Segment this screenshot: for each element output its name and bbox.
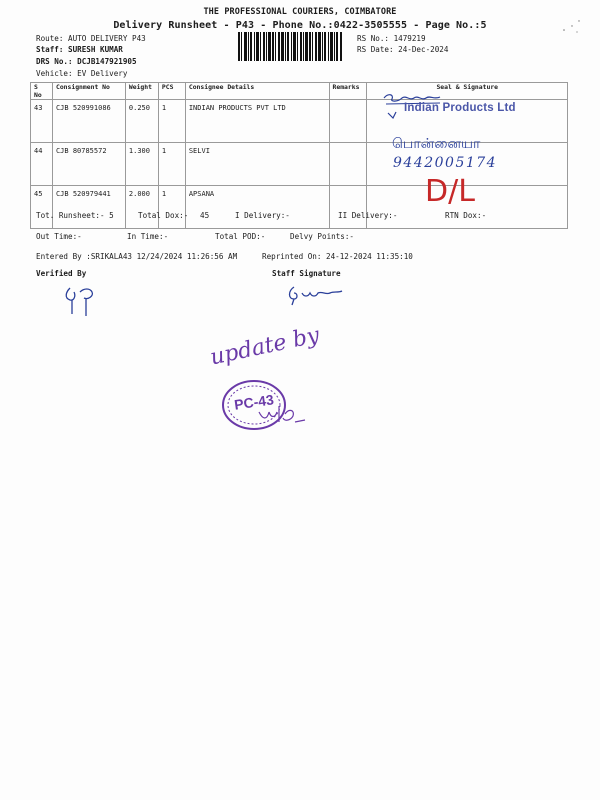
col-remarks: Remarks (329, 83, 367, 100)
in-time: In Time:- (127, 232, 169, 241)
cell-consignment: CJB 80785572 (52, 143, 125, 186)
total-dox-value: 45 (200, 211, 210, 220)
handwritten-tamil-name: பொன்னையா (392, 136, 481, 152)
total-pod: Total POD:- (215, 232, 266, 241)
verified-signature (58, 282, 106, 318)
col-pcs: PCS (158, 83, 185, 100)
cell-pcs: 1 (158, 100, 185, 143)
col-sno: S No (31, 83, 53, 100)
barcode-graphic (238, 32, 342, 61)
out-time: Out Time:- (36, 232, 82, 241)
cell-consignee: APSANA (185, 186, 329, 229)
runsheet-title: Delivery Runsheet - P43 - Phone No.:0422-3505555 - Page No.:5 (113, 20, 487, 31)
col-weight: Weight (125, 83, 158, 100)
cell-pcs: 1 (158, 143, 185, 186)
delvy-points: Delvy Points:- (290, 232, 355, 241)
cell-pcs: 1 (158, 186, 185, 229)
cell-consignee: INDIAN PRODUCTS PVT LTD (185, 100, 329, 143)
tot-runsheet: Tot. Runsheet:- 5 (36, 211, 114, 220)
handwritten-update-by: update by (208, 322, 322, 371)
rs-number: RS No.: 1479219 (357, 34, 426, 43)
col-consignee: Consignee Details (185, 83, 329, 100)
cell-weight: 1.300 (125, 143, 158, 186)
cell-consignee: SELVI (185, 143, 329, 186)
handwritten-phone: 9442005174 (393, 155, 498, 171)
corner-speck-marks (560, 18, 582, 36)
staff-signature (284, 283, 344, 307)
table-row (31, 186, 568, 229)
handwritten-dl-mark: D/L (425, 174, 475, 209)
seal-mark-icon (386, 110, 398, 120)
pc43-stamp-text: PC-43 (233, 391, 275, 413)
rtn-dox: RTN Dox:- (445, 211, 487, 220)
cell-weight: 2.000 (125, 186, 158, 229)
company-title: THE PROFESSIONAL COURIERS, COIMBATORE (203, 7, 397, 17)
cell-consignment: CJB 520991086 (52, 100, 125, 143)
cell-remarks (329, 186, 367, 229)
entered-by: Entered By :SRIKALA43 12/24/2024 11:26:56 AM (36, 252, 238, 261)
cell-sno: 44 (31, 143, 53, 186)
verified-by-label: Verified By (36, 269, 87, 278)
total-dox-label: Total Dox:- (138, 211, 189, 220)
ii-delivery: II Delivery:- (338, 211, 398, 220)
col-consignment: Consignment No (52, 83, 125, 100)
col-seal-signature: Seal & Signature (367, 83, 568, 100)
rs-date: RS Date: 24-Dec-2024 (357, 45, 449, 54)
cell-weight: 0.250 (125, 100, 158, 143)
cell-sno: 45 (31, 186, 53, 229)
staff-signature-label: Staff Signature (272, 269, 341, 278)
cell-consignment: CJB 520979441 (52, 186, 125, 229)
route-label: Route: AUTO DELIVERY P43 (36, 34, 146, 43)
stamp-initials-scribble (255, 400, 307, 428)
cell-remarks (329, 100, 367, 143)
table-header-row (31, 83, 568, 100)
reprinted-on: Reprinted On: 24-12-2024 11:35:10 (262, 252, 413, 261)
vehicle-label: Vehicle: EV Delivery (36, 69, 128, 78)
cell-sno: 43 (31, 100, 53, 143)
staff-label: Staff: SURESH KUMAR (36, 45, 123, 54)
drs-label: DRS No.: DCJB147921905 (36, 57, 137, 66)
cell-remarks (329, 143, 367, 186)
i-delivery: I Delivery:- (235, 211, 290, 220)
seal-company-stamp: Indian Products Ltd (404, 102, 516, 114)
